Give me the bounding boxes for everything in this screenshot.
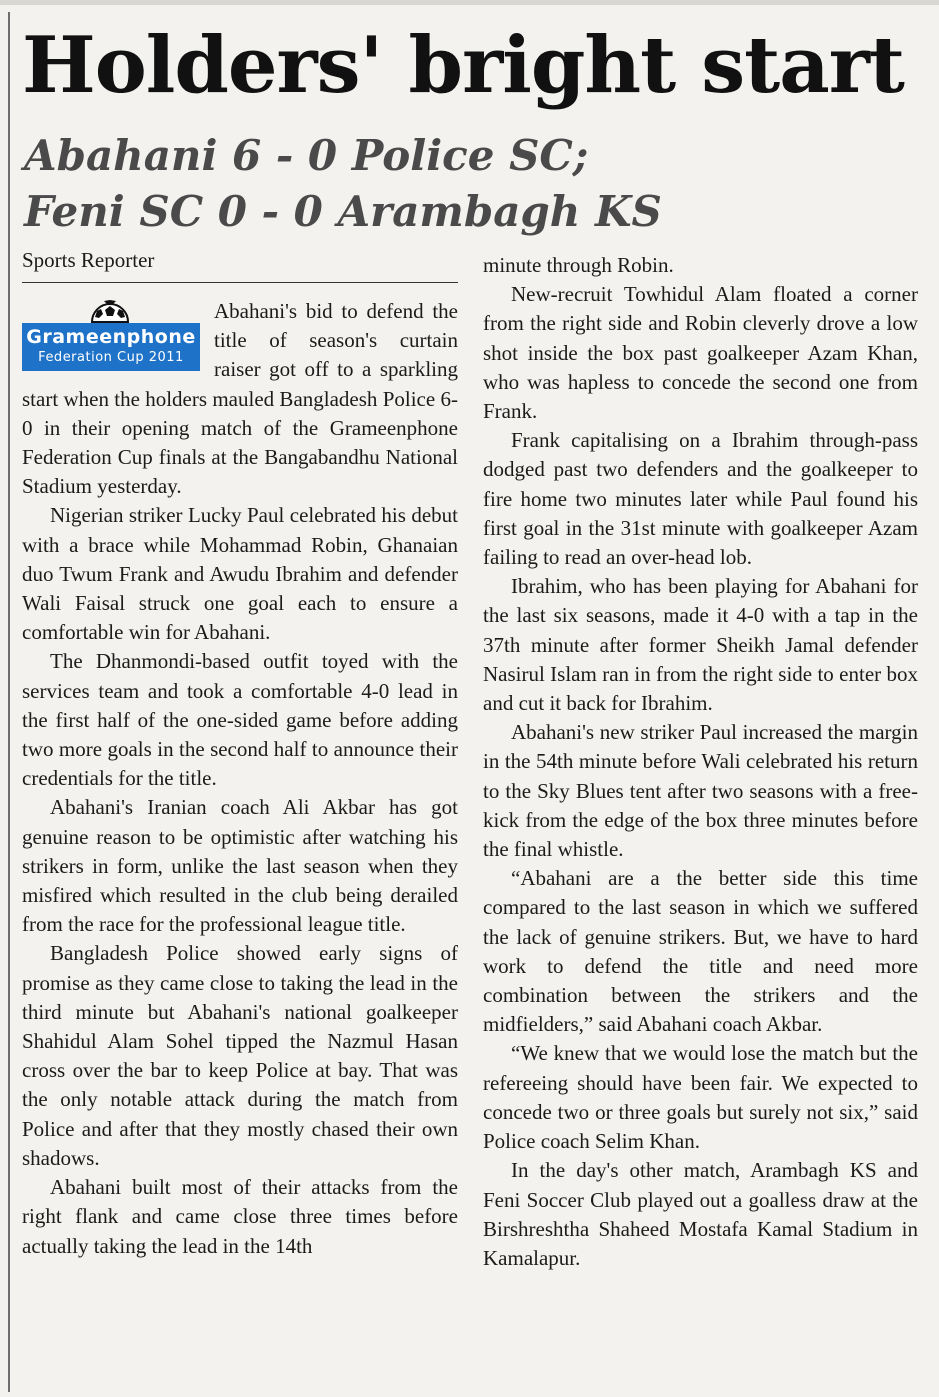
paragraph: Ibrahim, who has been playing for Abahani for the last six seasons, made it 4-0 with a tap in the 37th minute after former Sheikh Jamal defender Nasirul Islam ran in from the right side to enter box and cut it back for Ibrahim. xyxy=(483,574,918,716)
logo-subtitle: Federation Cup 2011 xyxy=(38,350,184,365)
paragraph: Bangladesh Police showed early signs of promise as they came close to taking the lead in the third minute but Abahani's national goalkeeper Shahidul Alam Sohel tipped the Nazmul Hasan cross over the bar to keep Police at bay. That was the only notable attack during the match from Police and after that they mostly chased their own shadows. xyxy=(22,941,458,1170)
article-column-left xyxy=(22,246,458,1261)
left-border-rule xyxy=(8,12,10,1392)
football-icon xyxy=(89,297,131,323)
paragraph: Nigerian striker Lucky Paul celebrated his debut with a brace while Mohammad Robin, Ghanaian duo Twum Frank and Awudu Ibrahim and defender Wali Faisal struck one goal each to ensure a comfortable win for Abahani. xyxy=(22,503,458,645)
paragraph: New-recruit Towhidul Alam floated a corner from the right side and Robin cleverly drove a low shot inside the box past goalkeeper Azam Khan, who was hapless to concede the second one from Frank. xyxy=(483,282,918,424)
subheadline xyxy=(24,128,724,240)
paragraph: Abahani's Iranian coach Ali Akbar has got genuine reason to be optimistic after watching his strikers in form, unlike the last season when they misfired which resulted in the club being derailed from the race for the professional league title. xyxy=(22,795,458,937)
paragraph: Abahani built most of their attacks from the right flank and came close three times before actually taking the lead in the 14th xyxy=(22,1175,458,1258)
article-column-right xyxy=(483,251,918,1273)
paragraph: minute through Robin. xyxy=(483,253,674,277)
paragraph: Frank capitalising on a Ibrahim through-pass dodged past two defenders and the goalkeeper to fire home two minutes later while Paul found his first goal in the 31st minute with goalkeeper Azam failing to read an over-head lob. xyxy=(483,428,918,570)
byline: Sports Reporter xyxy=(22,246,458,283)
paragraph: “Abahani are a the better side this time compared to the last season in which we suffered the lack of genuine strikers. But, we have to hard work to defend the title and need more combination between the strikers and the midfielders,” said Abahani coach Akbar. xyxy=(483,866,918,1037)
subhead-line: Feni SC 0 - 0 Arambagh KS xyxy=(24,187,662,236)
logo-title: Grameenphone xyxy=(26,326,196,348)
federation-cup-logo xyxy=(22,297,200,379)
top-rule xyxy=(0,0,939,5)
paragraph: The Dhanmondi-based outfit toyed with the services team and took a comfortable 4-0 lead in the first half of the one-sided game before adding two more goals in the second half to announce their credentials for the title. xyxy=(22,649,458,791)
paragraph: Abahani's bid to defend the title of season's curtain raiser got off to a sparkling start when the holders mauled Bangladesh Police 6-0 in their opening match of the Grameenphone Federation Cup finals at the Bangabandhu National Stadium yesterday. xyxy=(22,299,458,499)
paragraph: “We knew that we would lose the match but the refereeing should have been fair. We expected to concede two or three goals but surely not six,” said Police coach Selim Khan. xyxy=(483,1041,918,1154)
paragraph: In the day's other match, Arambagh KS and Feni Soccer Club played out a goalless draw at the Birshreshtha Shaheed Mostafa Kamal Stadium in Kamalapur. xyxy=(483,1158,918,1270)
paragraph: Abahani's new striker Paul increased the margin in the 54th minute before Wali celebrated his return to the Sky Blues tent after two seasons with a free-kick from the edge of the box three minutes before the final whistle. xyxy=(483,720,918,862)
subhead-line: Abahani 6 - 0 Police SC; xyxy=(24,131,589,180)
logo-banner xyxy=(22,323,200,371)
headline: Holders' bright start xyxy=(22,20,904,111)
